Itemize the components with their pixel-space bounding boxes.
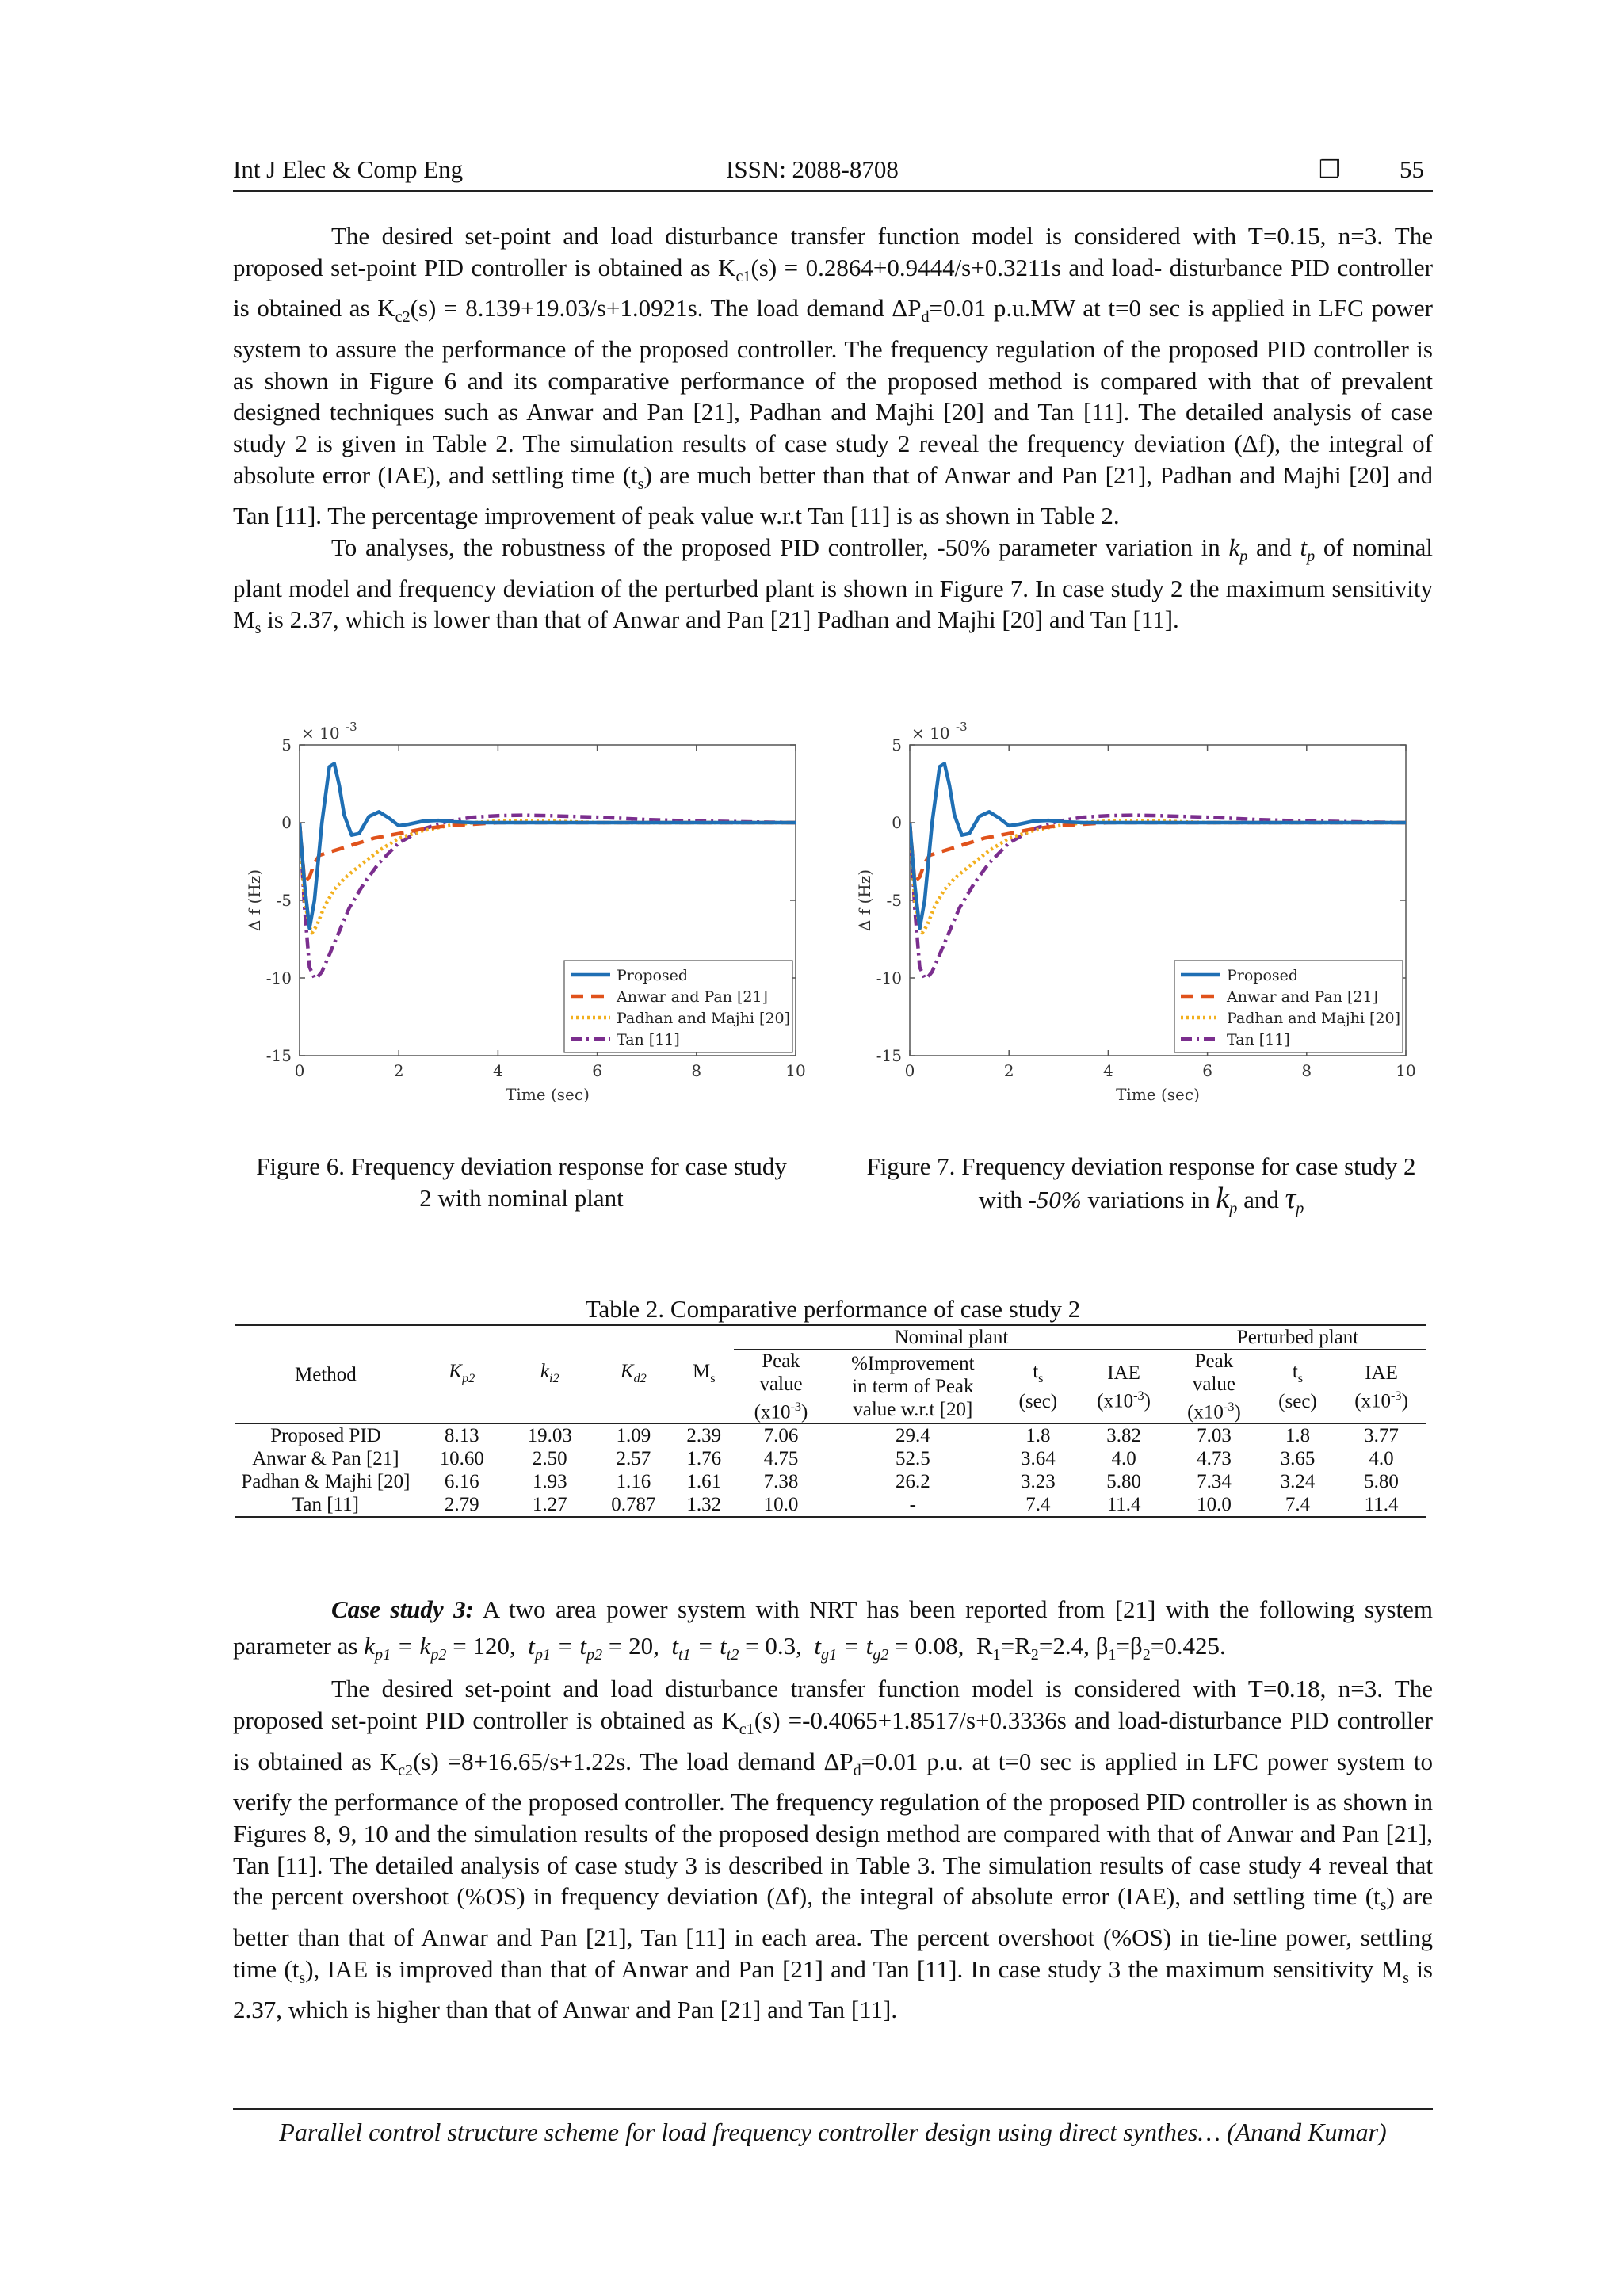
- col-peak-perturbed: Peak value $(x10^{-3})$: [1187, 1350, 1241, 1423]
- col-iae: IAE $(x10^{-3})$: [1097, 1362, 1151, 1412]
- x-tick-label: 2: [393, 1061, 404, 1080]
- x-tick-label: 2: [1003, 1061, 1014, 1080]
- paragraph-1: The desired set-point and load disturbance transfer function model is considered with T=0.15, n=3. The proposed set-point PID controller is obtained as $K_{c1}(s) = 0.2864+0.9444/s+0.3211s$ and load- disturbance PID controller is obtained as $K_{c2}(s) = 8.139+19.03/s+1.0921s$. The load demand $\Delta P_d=0.01$ p.u.MW at t=0 sec is applied in LFC power system to assure the performance of the proposed controller. The frequency regulation of the proposed PID controller is as shown in Figure 6 and its comparative performance of the proposed method is compared with that of prevalent designed techniques such as Anwar and Pan [21], Padhan and Majhi [20] and Tan [11]. The detailed analysis of case study 2 is given in Table 2. The simulation results of case study 2 reveal the frequency deviation (Δf), the integral of absolute error (IAE), and settling time $(t_s)$ are much better than that of Anwar and Pan [21], Padhan and Majhi [20] and Tan [11]. The percentage improvement of peak value w.r.t Tan [11] is as shown in Table 2.: [233, 222, 1433, 530]
- legend-label: Proposed: [617, 967, 689, 984]
- axis-multiplier-exponent: -3: [956, 720, 968, 734]
- figure-7-chart: [848, 713, 1426, 1125]
- y-tick-label: 0: [281, 813, 292, 832]
- table-row: Tan [11] 2.79 1.27 0.787 1.32 10.0 - 7.4 11.4 10.0 7.4 11.4: [235, 1493, 1426, 1517]
- legend-label: Proposed: [1227, 967, 1299, 984]
- y-tick-label: 5: [281, 735, 292, 755]
- legend-label: Anwar and Pan [21]: [1227, 988, 1378, 1006]
- x-axis-label: Time (sec): [506, 1085, 590, 1104]
- y-tick-label: -15: [876, 1046, 902, 1065]
- y-tick-label: 5: [892, 735, 902, 755]
- col-method: Method: [295, 1364, 357, 1386]
- x-tick-label: 10: [785, 1061, 806, 1080]
- col-ki2: $k_{i2}$: [540, 1360, 559, 1385]
- table-2: [235, 1324, 1426, 1518]
- figure-6-chart: [238, 713, 816, 1125]
- x-tick-label: 8: [1301, 1061, 1312, 1080]
- body-text-top: [233, 220, 1433, 645]
- x-axis-label: Time (sec): [1116, 1085, 1200, 1104]
- paragraph-4: The desired set-point and load disturbance transfer function model is considered with T=0.18, n=3. The proposed set-point PID controller is obtained as $K_{c1}(s) =-0.4065+1.8517/s+0.3336s$ and load-disturbance PID controller is obtained as $K_{c2}(s) =8+16.65/s+1.22s$. The load demand $\Delta P_d=0.01$ p.u. at t=0 sec is applied in LFC power system to verify the performance of the proposed controller. The frequency regulation of the proposed PID controller is as shown in Figures 8, 9, 10 and the simulation results of the proposed design method are compared with that of Anwar and Pan [21], Tan [11]. The detailed analysis of case study 3 is described in Table 3. The simulation results of case study 4 reveal that the percent overshoot (%OS) in frequency deviation (Δf), the integral of absolute error (IAE), and settling time $(t_s)$ are better than that of Anwar and Pan [21], Tan [11] in each area. The percent overshoot (%OS) in tie-line power, settling time $(t_s)$, IAE is improved than that of Anwar and Pan [21] and Tan [11]. In case study 3 the maximum sensitivity $M_s$ is 2.37, which is higher than that of Anwar and Pan [21] and Tan [11].: [233, 1675, 1433, 2024]
- x-tick-label: 4: [493, 1061, 503, 1080]
- y-tick-label: -5: [276, 891, 292, 910]
- issn: ISSN: 2088-8708: [726, 155, 899, 183]
- paragraph-3: Case study 3: A two area power system with NRT has been reported from [21] with the following system parameter as $k_{p1} = k_{p2} = 120$, $t_{p1} = t_{p2} = 20$, $t_{t1} = t_{t2} = 0.3$, $t_{g1} = t_{g2} = 0.08$, $R_1=R_2=2.4$, $\beta_1=\beta_2=0.425$.: [233, 1595, 1433, 1664]
- x-tick-label: 6: [592, 1061, 602, 1080]
- col-ms: $M_s$: [692, 1360, 716, 1385]
- table-row: Proposed PID 8.13 19.03 1.09 2.39 7.06 29.4 1.8 3.82 7.03 1.8 3.77: [270, 1425, 1399, 1447]
- group-nominal: Nominal plant: [734, 1325, 1169, 1350]
- box-icon: ❐: [1319, 155, 1341, 183]
- x-tick-label: 8: [691, 1061, 702, 1080]
- page-number: 55: [1400, 155, 1424, 183]
- x-tick-label: 0: [294, 1061, 305, 1080]
- axis-multiplier-exponent: -3: [346, 720, 357, 734]
- col-peak: Peak value $(x10^{-3})$: [754, 1350, 808, 1423]
- table-2-title: Table 2. Comparative performance of case study 2: [585, 1295, 1081, 1323]
- body-text-bottom: [233, 1591, 1433, 2026]
- paragraph-2: To analyses, the robustness of the proposed PID controller, -50% parameter variation in $k_p$ and $t_p$ of nominal plant model and frequency deviation of the perturbed plant is shown in Figure 7. In case study 2 the maximum sensitivity $M_s$ is 2.37, which is lower than that of Anwar and Pan [21] Padhan and Majhi [20] and Tan [11].: [233, 533, 1434, 638]
- legend-label: Anwar and Pan [21]: [617, 988, 768, 1006]
- axis-multiplier: × 10: [911, 724, 950, 743]
- group-perturbed: Perturbed plant: [1169, 1325, 1426, 1350]
- figure-6-caption: Figure 6. Frequency deviation response for case study 2 with nominal plant: [256, 1152, 787, 1212]
- running-footer: Parallel control structure scheme for load frequency controller design using direct synthes… (Anand Kumar): [233, 2108, 1433, 2147]
- x-tick-label: 4: [1103, 1061, 1113, 1080]
- col-kp2: $K_{p2}$: [449, 1360, 475, 1385]
- col-ts: $t_s$ (sec): [1018, 1361, 1058, 1413]
- legend-label: Tan [11]: [1227, 1031, 1290, 1049]
- figure-7-caption: Figure 7. Frequency deviation response for case study 2 with -50% variations in $k_p$ and $\tau_p$: [866, 1152, 1416, 1218]
- legend-label: Tan [11]: [617, 1031, 680, 1049]
- y-tick-label: 0: [892, 813, 902, 832]
- table-row: Anwar & Pan [21] 10.60 2.50 2.57 1.76 4.75 52.5 3.64 4.0 4.73 3.65 4.0: [252, 1448, 1394, 1470]
- y-tick-label: -5: [886, 891, 902, 910]
- axis-multiplier: × 10: [301, 724, 340, 743]
- col-iae-perturbed: IAE $(x10^{-3})$: [1354, 1362, 1408, 1412]
- col-improvement: %Improvement in term of Peak value w.r.t [20]: [851, 1353, 975, 1421]
- legend-label: Padhan and Majhi [20]: [617, 1010, 791, 1027]
- y-tick-label: -15: [265, 1046, 292, 1065]
- legend-label: Padhan and Majhi [20]: [1227, 1010, 1401, 1027]
- running-header: [233, 155, 1433, 192]
- x-tick-label: 0: [904, 1061, 915, 1080]
- col-ts-perturbed: $t_s$ (sec): [1278, 1361, 1317, 1413]
- table-row: Padhan & Majhi [20] 6.16 1.93 1.16 1.61 7.38 26.2 3.23 5.80 7.34 3.24 5.80: [241, 1471, 1399, 1493]
- y-axis-label: Δ f (Hz): [855, 869, 874, 932]
- y-tick-label: -10: [265, 968, 292, 988]
- col-kd2: $K_{d2}$: [620, 1360, 647, 1385]
- journal-name: Int J Elec & Comp Eng: [233, 155, 464, 183]
- y-axis-label: Δ f (Hz): [245, 869, 264, 932]
- x-tick-label: 6: [1202, 1061, 1212, 1080]
- y-tick-label: -10: [876, 968, 902, 988]
- x-tick-label: 10: [1396, 1061, 1416, 1080]
